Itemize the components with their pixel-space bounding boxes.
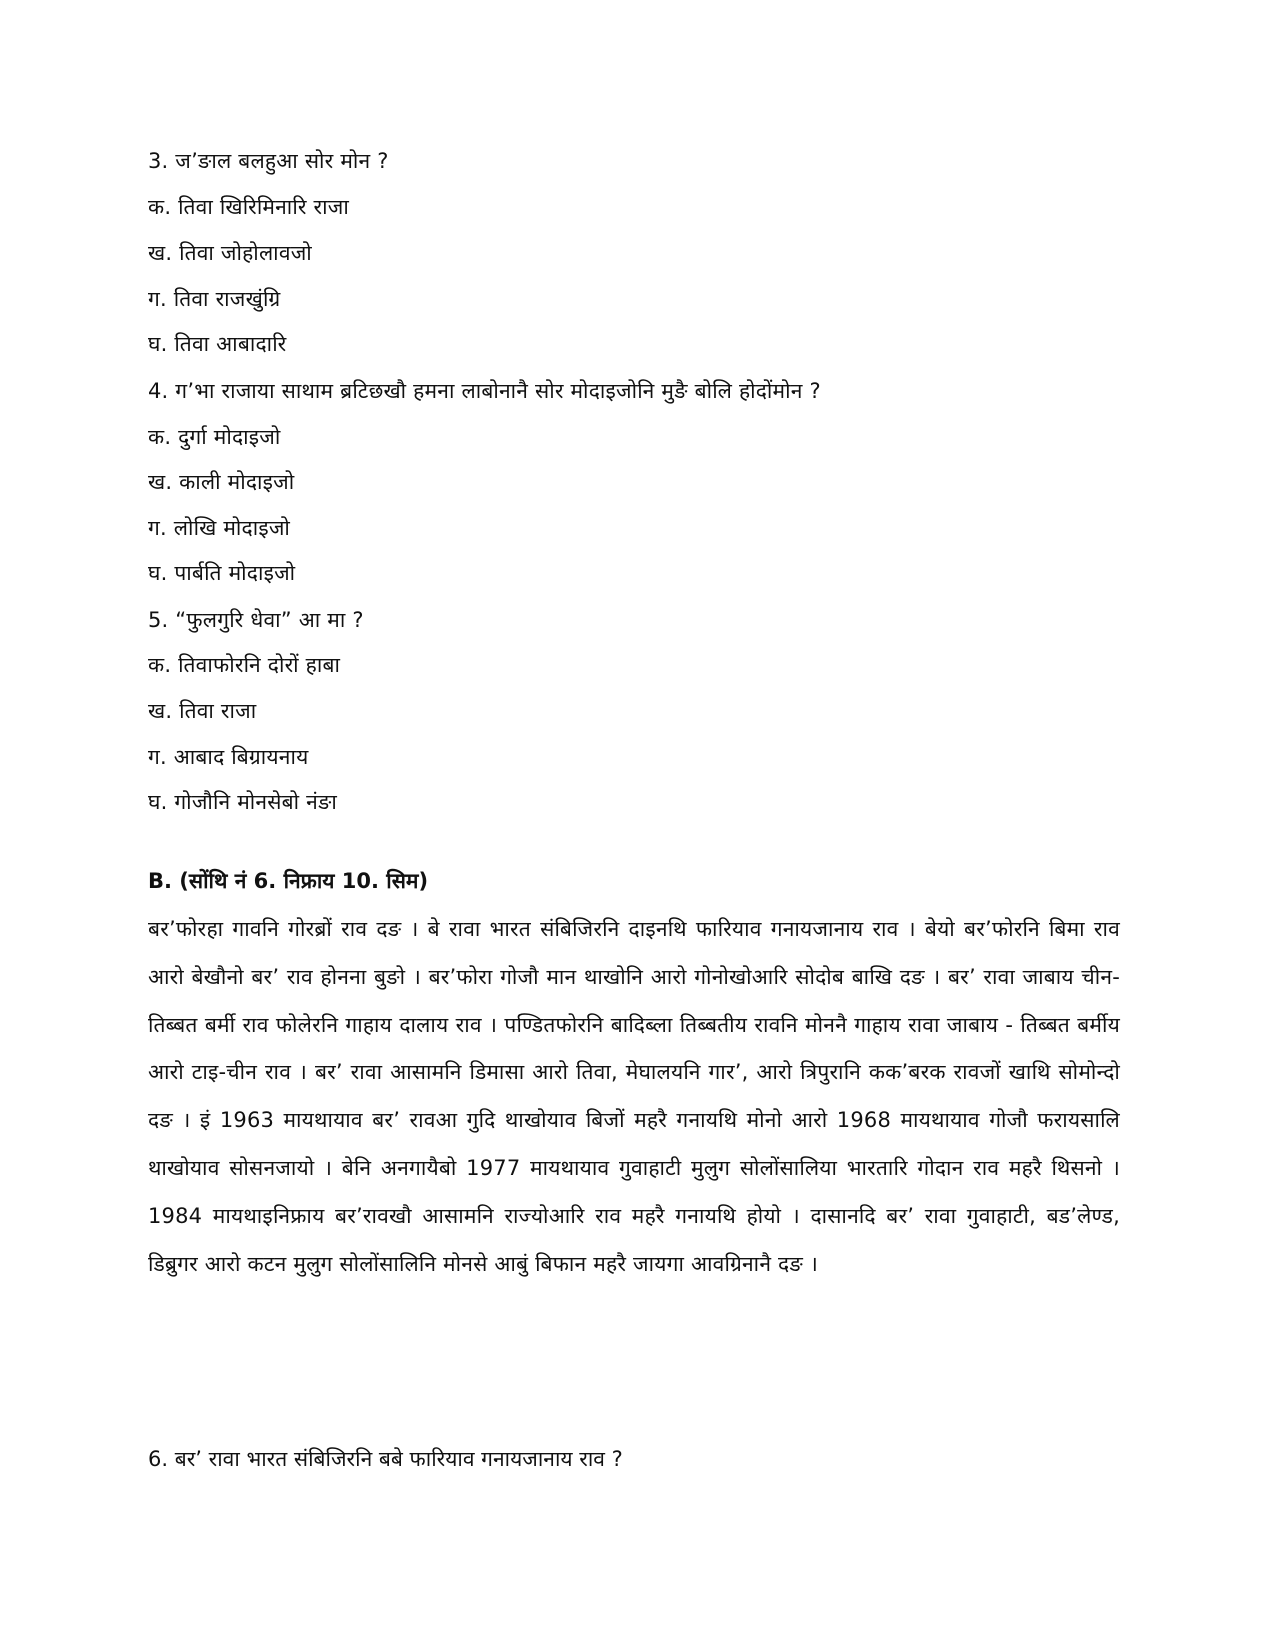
question-3-option-a: क. तिवा खिरिमिनारि राजा <box>148 195 349 219</box>
question-4-option-a: क. दुर्गा मोदाइजो <box>148 425 281 449</box>
question-5-option-d: घ. गोजौनि मोनसेबो नंङा <box>148 790 338 814</box>
question-6: 6. बर’ रावा भारत संबिजिरनि बबे फारियाव गनायजानाय राव ? <box>148 1447 623 1471</box>
question-5-option-c: ग. आबाद बिग्रायनाय <box>148 745 309 769</box>
question-3-option-c: ग. तिवा राजखुंग्रि <box>148 287 281 311</box>
question-4-option-c: ग. लोखि मोदाइजो <box>148 516 291 540</box>
question-3-option-d: घ. तिवा आबादारि <box>148 332 287 356</box>
question-4: 4. ग’भा राजाया साथाम ब्रटिछखौ हमना लाबोनानै सोर मोदाइजोनि मुङै बोलि होदोंमोन ? <box>148 379 821 403</box>
question-5-option-b: ख. तिवा राजा <box>148 699 257 723</box>
passage-paragraph: बर’फोरहा गावनि गोरब्रों राव दङ । बे रावा भारत संबिजिरनि दाइनथि फारियाव गनायजानाय राव । बेयो बर’फोरनि बिमा राव आरो बेखौनो बर’ राव होनना बुङो । बर’फोरा गोजौ मान थाखोनि आरो गोनोखोआरि सोदोब बाखि दङ । बर’ रावा जाबाय चीन-तिब्बत बर्मी राव फोलेरनि गाहाय दालाय राव । पण्डितफोरनि बादिब्ला तिब्बतीय रावनि मोननै गाहाय रावा जाबाय - तिब्बत बर्मीय आरो टाइ-चीन राव । बर’ रावा आसामनि डिमासा आरो तिवा, मेघालयनि गार’, आरो त्रिपुरानि कक’बरक रावजों खाथि सोमोन्दो दङ । इं 1963 मायथायाव बर’ रावआ गुदि थाखोयाव बिजों महरै गनायथि मोनो आरो 1968 मायथायाव गोजौ फरायसालि थाखोयाव सोसनजायो । बेनि अनगायैबो 1977 मायथायाव गुवाहाटी मुलुग सोलोंसालिया भारतारि गोदान राव महरै थिसनो । 1984 मायथाइनिफ्राय बर’रावखौ आसामनि राज्योआरि राव महरै गनायथि होयो । दासानदि बर’ रावा गुवाहाटी, बड’लेण्ड, डिब्रुगर आरो कटन मुलुग सोलोंसालिनि मोनसे आबुं बिफान महरै जायगा आवग्रिनानै दङ । <box>148 917 1120 1276</box>
question-5-option-a: क. तिवाफोरनि दोरों हाबा <box>148 653 341 677</box>
question-3: 3. ज’ङाल बलहुआ सोर मोन ? <box>148 149 389 173</box>
question-3-option-b: ख. तिवा जोहोलावजो <box>148 241 312 265</box>
question-4-option-d: घ. पार्बति मोदाइजो <box>148 561 296 585</box>
question-4-option-b: ख. काली मोदाइजो <box>148 470 295 494</box>
section-b-heading: B. (सोंथि नं 6. निफ्राय 10. सिम) <box>148 869 429 893</box>
question-5: 5. “फुलगुरि धेवा” आ मा ? <box>148 608 364 632</box>
